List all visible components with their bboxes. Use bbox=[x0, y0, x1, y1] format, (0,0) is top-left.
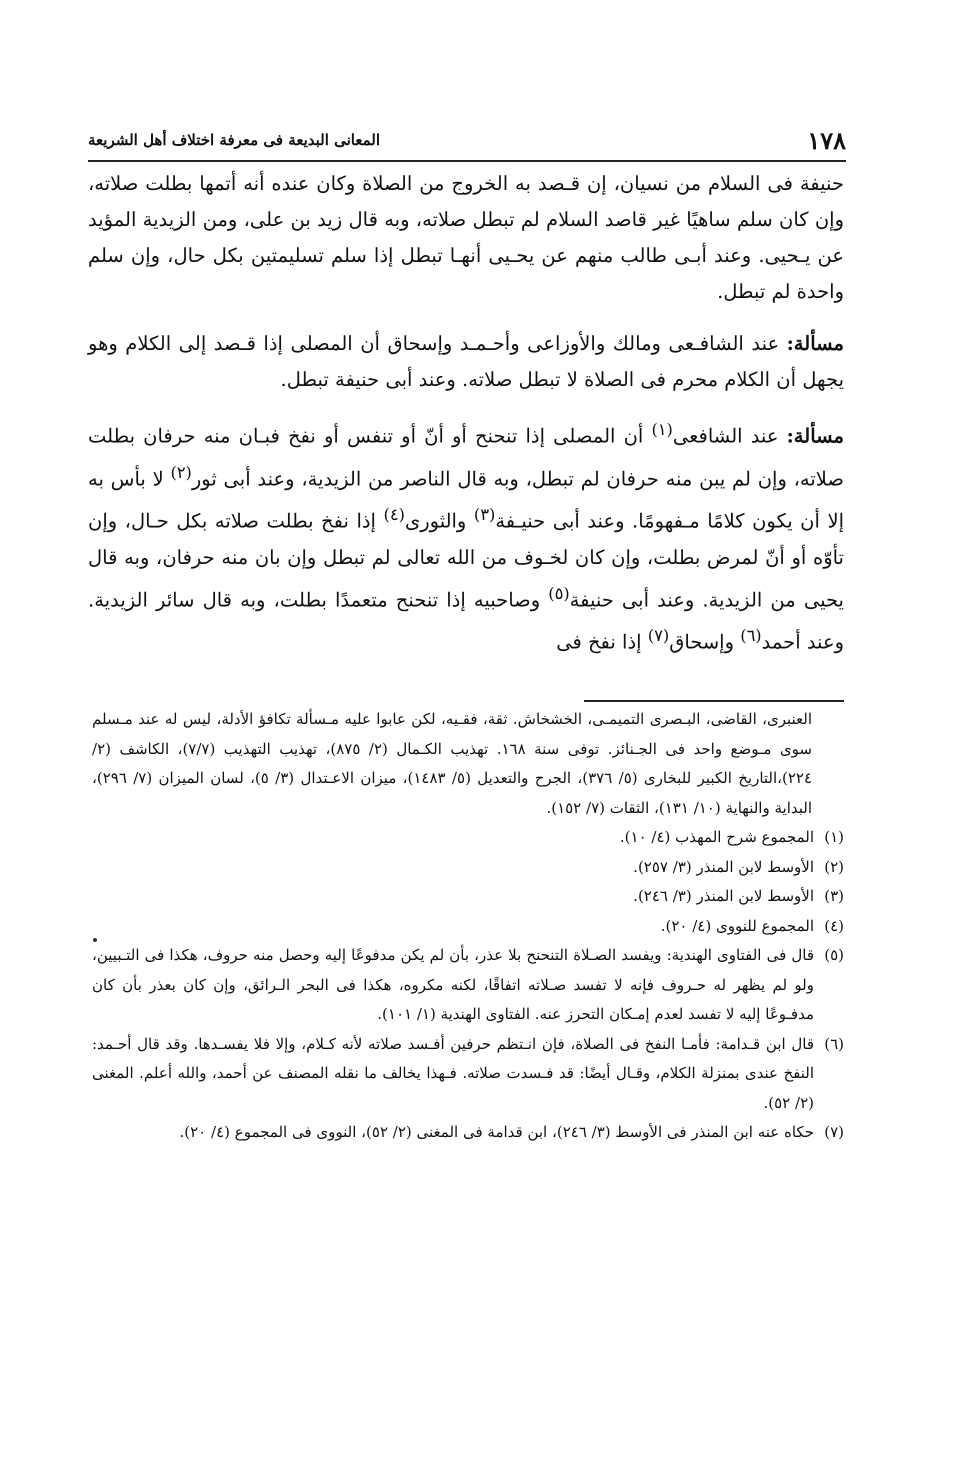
issue-heading: مسألة: bbox=[786, 332, 844, 355]
issue-heading: مسألة: bbox=[786, 424, 844, 448]
footnote-text: الأوسط لابن المنذر (٣/ ٢٤٦). bbox=[633, 887, 814, 905]
footnote-number: (١) bbox=[824, 828, 844, 846]
footnote-text: المجموع للنووى (٤/ ٢٠). bbox=[660, 916, 814, 935]
footnote-ref-4[interactable]: (٤) bbox=[383, 505, 405, 524]
footnote-text: المجموع شرح المهذب (٤/ ١٠). bbox=[619, 828, 814, 846]
footnote-3 bbox=[92, 882, 844, 912]
footnote-divider bbox=[584, 700, 844, 702]
footnote-number: (٣) bbox=[824, 887, 844, 905]
footnote-ref-2[interactable]: (٢) bbox=[170, 462, 192, 482]
footnote-text: الأوسط لابن المنذر (٣/ ٢٥٧). bbox=[633, 857, 814, 876]
footnote-number: (٦) bbox=[824, 1034, 844, 1053]
footnote-ref-7[interactable]: (٧) bbox=[647, 626, 670, 645]
footnote-ref-5[interactable]: (٥) bbox=[548, 583, 570, 603]
footnote-2 bbox=[92, 853, 844, 883]
footnotes bbox=[92, 705, 844, 1148]
footnote-continuation: العنبرى، القاضى، البـصرى التميمـى، الخشخاش. ثقة، فقـيه، لكن عابوا عليه مـسألة تكافؤ الأدلة، ليس له عند مـسلم سوى مـوضع واحد فى الجـنائز. توفى سنة ١٦٨. تهذيب الكـمال (٢/ ٨٧٥)، تهذيب التهذيب (٧/٧)، الكاشف (٢/ ٢٢٤)،التاريخ الكبير للبخارى (٥/ ٣٧٦)، الجرح والتعديل (٥/ ١٤٨٣)، ميزان الاعـتدال (٣/ ٥)، لسان الميزان (٧/ ٢٩٦)، البداية والنهاية (١٠/ ١٣١)، الثقات (٧/ ١٥٢). bbox=[92, 710, 813, 817]
paragraph-3: مسألة: عند الشافعى$^{(١)}$ أن المصلى إذا تنحنح أو أنّ أو تنفس أو نفخ فبـان منه حرفان بطلت صلاته، وإن لم يبن منه حرفان لم تبطل، وبه قال الناصر من الزيدية، وعند أبى ثور$^{(٢)}$ لا بأس به إلا أن يكون كلامًا مـفهومًا. وعند أبى حنيـفة$^{(٣)}$ والثورى$^{(٤)}$ إذا نفخ بطلت صلاته بكل حـال، وإن تأوّه أو أنّ لمرض بطلت، وإن كان لخـوف من الله تعالى لم تبطل وإن بان منه حرفان، وبه قال يحيى من الزيدية. وعند أبى حنيفة$^{(٥)}$ وصاحبيه إذا تنحنح متعمدًا بطلت، وبه قال سائر الزيدية. وعند أحمد$^{(٦)}$ وإسحاق$^{(٧)}$ إذا نفخ فى bbox=[88, 420, 844, 654]
footnote-number: (٢) bbox=[824, 857, 844, 876]
footnote-text: حكاه عنه ابن المنذر فى الأوسط (٣/ ٢٤٦)، ابن قدامة فى المغنى (٢/ ٥٢)، النووى فى المجموع (٤/ ٢٠). bbox=[179, 1123, 814, 1141]
paragraph-1: حنيفة فى السلام من نسيان، إن قـصد به الخروج من الصلاة وكان عنده أنه أتمها بطلت صلاته، وإن كان سلم ساهيًا غير قاصد السلام لم تبطل صلاته، وبه قال زيد بن على، ومن الزيدية المؤيد عن يـحيى. وعند أبـى طالب منهم عن يحـيى أنهـا تبطل إذا سلم تسليمتين بكل حال، وإن سلم واحدة لم تبطل. bbox=[88, 172, 844, 303]
footnote-7 bbox=[92, 1118, 844, 1148]
footnote-5 bbox=[92, 941, 844, 1030]
footnote-text: قال فى الفتاوى الهندية: ويفسد الصـلاة التنحنح بلا عذر، بأن لم يكن مدفوعًا إليه وحصل منه حروف، هكذا فى التـبيين، ولو لم يظهر له حـروف فإنه لا تفسد صـلاته اتفاقًا، لكنه مكروه، هكذا فى البحر الـرائق، وإن كان بعذر بأن كان مدفـوعًا إليه لا تفسد لعدم إمـكان التحرز عنه. الفتاوى الهندية (١/ ١٠١). bbox=[92, 946, 814, 1023]
paragraph-2 bbox=[88, 326, 844, 398]
running-title: المعانى البديعة فى معرفة اختلاف أهل الشريعة bbox=[88, 131, 381, 149]
scan-speck bbox=[93, 938, 97, 942]
footnote-ref-6[interactable]: (٦) bbox=[740, 626, 762, 645]
footnote-number: (٥) bbox=[824, 946, 844, 964]
footnote-number: (٧) bbox=[824, 1123, 844, 1141]
footnote-1 bbox=[92, 823, 844, 853]
footnote-4 bbox=[92, 912, 844, 942]
footnote-text: قال ابن قـدامة: فأمـا النفخ فى الصلاة، فإن انـتظم حرفين أفـسد صلاته لأنه كـلام، وإلا فلا يفسـدها. وقد قال أحـمد: النفخ عندى بمنزلة الكلام، وقـال أيضًا: قد فـسدت صلاته. فـهذا يخالف ما نقله المصنف عن أحمد، والله أعلم. المغنى (٢/ ٥٢). bbox=[92, 1034, 814, 1112]
page-header bbox=[88, 120, 846, 162]
footnote-ref-3[interactable]: (٣) bbox=[473, 505, 496, 524]
page-number: ١٧٨ bbox=[807, 125, 846, 155]
footnote-number: (٤) bbox=[824, 916, 844, 935]
footnote-ref-1[interactable]: (١) bbox=[651, 420, 673, 439]
footnote-6 bbox=[92, 1030, 844, 1119]
paragraph-2-text: عند الشافـعى ومالك والأوزاعى وأحـمـد وإسحاق أن المصلى إذا قـصد إلى الكلام وهو يجهل أن الكلام محرم فى الصلاة لا تبطل صلاته. وعند أبى حنيفة تبطل. bbox=[88, 332, 844, 391]
main-text bbox=[88, 166, 844, 675]
